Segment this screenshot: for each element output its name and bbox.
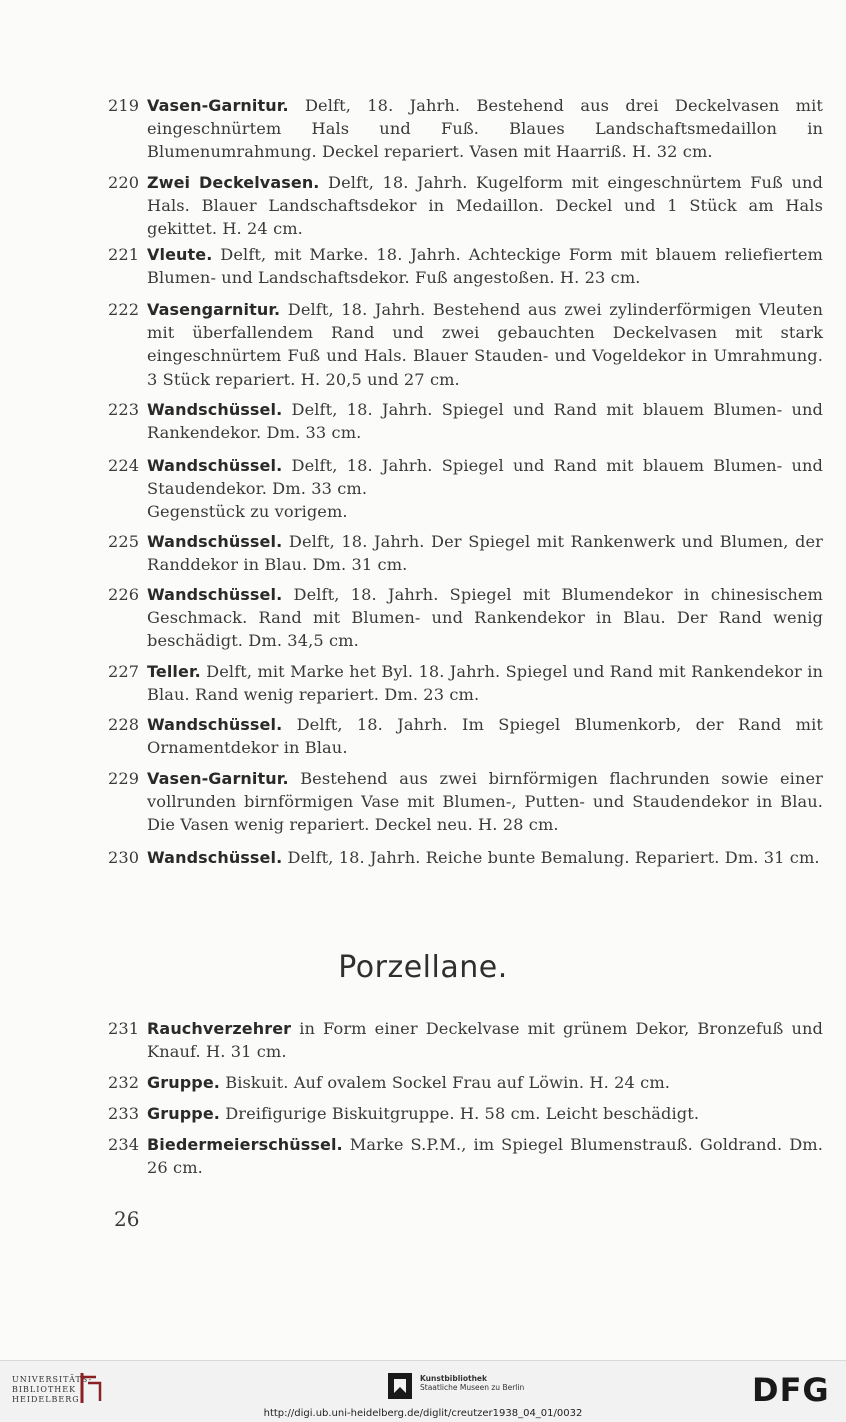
kb-line: Kunstbibliothek [420, 1374, 488, 1383]
kb-line: Staatliche Museen zu Berlin [420, 1383, 525, 1392]
entry-note: Gegenstück zu vorigem. [147, 502, 348, 522]
entry-title: Gruppe. [147, 1104, 220, 1123]
entry-number: 231 [108, 1019, 140, 1038]
page-number: 26 [114, 1207, 140, 1231]
entry-text: Delft, 18. Jahrh. Im Spiegel Blumenkorb, der Rand mit Ornamentdekor in Blau. [147, 715, 823, 758]
entry-title: Biedermeierschüssel. [147, 1135, 343, 1154]
catalog-entry [108, 171, 823, 241]
entry-text: Biskuit. Auf ovalem Sockel Frau auf Löwin. H. 24 cm. [225, 1073, 671, 1092]
catalog-entry [108, 398, 823, 444]
entry-text: Dreifigurige Biskuitgruppe. H. 58 cm. Leicht beschädigt. [225, 1104, 700, 1123]
entry-title: Vasengarnitur. [147, 300, 281, 319]
entry-number: 226 [108, 585, 140, 604]
catalog-entry [108, 454, 823, 524]
uni-line: BIBLIOTHEK [12, 1385, 77, 1394]
uni-line: HEIDELBERG [12, 1395, 80, 1404]
entry-number: 229 [108, 769, 140, 788]
entry-number: 223 [108, 400, 140, 419]
entry-title: Vleute. [147, 245, 213, 264]
catalog-entry [108, 660, 823, 706]
catalog-entry [108, 243, 823, 289]
entry-number: 230 [108, 848, 140, 867]
entry-title: Zwei Deckelvasen. [147, 173, 320, 192]
entry-title: Rauchverzehrer [147, 1019, 292, 1038]
entry-number: 220 [108, 173, 140, 192]
entry-title: Gruppe. [147, 1073, 220, 1092]
entry-number: 233 [108, 1104, 140, 1123]
dfg-logo: DFG [752, 1371, 830, 1409]
entry-text: Delft, 18. Jahrh. Bestehend aus drei Deckelvasen mit eingeschnürtem Hals und Fuß. Blaues Landschaftsmedaillon in Blumenumrahmung. Deckel repariert. Vasen mit Haarriß. H. 32 cm. [147, 96, 823, 162]
entry-number: 232 [108, 1073, 140, 1092]
entry-text: Delft, 18. Jahrh. Spiegel und Rand mit blauem Blumen- und Rankendekor. Dm. 33 cm. [147, 400, 824, 443]
entry-title: Teller. [147, 662, 201, 681]
catalog-entry [108, 713, 823, 759]
entry-number: 224 [108, 456, 140, 475]
entry-title: Wandschüssel. [147, 400, 283, 419]
catalog-entry [108, 583, 823, 653]
entry-text: Delft, mit Marke het Byl. 18. Jahrh. Spiegel und Rand mit Rankendekor in Blau. Rand wenig repariert. Dm. 23 cm. [147, 662, 823, 705]
entry-number: 225 [108, 532, 140, 551]
entry-number: 222 [108, 300, 140, 319]
kunstbibliothek-label [420, 1374, 524, 1392]
entry-text: Delft, 18. Jahrh. Der Spiegel mit Rankenwerk und Blumen, der Randdekor in Blau. Dm. 31 cm. [147, 532, 823, 575]
entry-number: 227 [108, 662, 140, 681]
catalog-entry [108, 94, 823, 164]
catalog-entry [108, 1071, 823, 1094]
entry-title: Wandschüssel. [147, 715, 283, 734]
entry-number: 228 [108, 715, 140, 734]
entry-text: Delft, 18. Jahrh. Bestehend aus zwei zylinderförmigen Vleuten mit überfallendem Rand und zwei gebauchten Deckelvasen mit stark eingeschnürtem Fuß und Hals. Blauer Stauden- und Vogeldekor in Umrahmung. 3 Stück repariert. H. 20,5 und 27 cm. [147, 300, 823, 389]
entry-text: Delft, 18. Jahrh. Kugelform mit eingeschnürtem Fuß und Hals. Blauer Landschaftsdekor in Medaillon. Deckel und 1 Stück am Hals gekittet. H. 24 cm. [147, 173, 823, 239]
catalog-entry [108, 767, 823, 837]
entry-title: Wandschüssel. [147, 456, 283, 475]
section-heading: Porzellane. [338, 950, 508, 985]
entry-text: Delft, mit Marke. 18. Jahrh. Achteckige Form mit blauem reliefiertem Blumen- und Landschaftsdekor. Fuß angestoßen. H. 23 cm. [147, 245, 823, 288]
heidelberg-logo-icon [78, 1371, 104, 1405]
entry-title: Wandschüssel. [147, 585, 283, 604]
catalog-entry [108, 1133, 823, 1179]
entry-number: 219 [108, 96, 140, 115]
entry-text: Delft, 18. Jahrh. Reiche bunte Bemalung. Repariert. Dm. 31 cm. [287, 848, 820, 867]
entry-text: Delft, 18. Jahrh. Spiegel und Rand mit blauem Blumen- und Staudendekor. Dm. 33 cm. [147, 456, 824, 499]
entry-title: Wandschüssel. [147, 532, 283, 551]
entry-title: Vasen-Garnitur. [147, 769, 289, 788]
entry-number: 221 [108, 245, 140, 264]
catalog-entry [108, 298, 823, 391]
uni-line: UNIVERSITÄTS- [12, 1375, 93, 1384]
catalog-entry [108, 530, 823, 576]
kunstbibliothek-logo-icon [386, 1371, 414, 1401]
entry-text: Marke S.P.M., im Spiegel Blumenstrauß. Goldrand. Dm. 26 cm. [147, 1135, 823, 1178]
entry-number: 234 [108, 1135, 140, 1154]
entry-text: in Form einer Deckelvase mit grünem Dekor, Bronzefuß und Knauf. H. 31 cm. [147, 1019, 823, 1062]
catalog-entry [108, 846, 823, 869]
source-url[interactable]: http://digi.ub.uni-heidelberg.de/diglit/creutzer1938_04_01/0032 [263, 1408, 583, 1419]
digitization-footer [0, 1360, 846, 1422]
entry-title: Vasen-Garnitur. [147, 96, 289, 115]
entry-title: Wandschüssel. [147, 848, 283, 867]
catalog-entry [108, 1102, 823, 1125]
entry-text: Delft, 18. Jahrh. Spiegel mit Blumendekor in chinesischem Geschmack. Rand mit Blumen- und Rankendekor in Blau. Der Rand wenig beschädigt. Dm. 34,5 cm. [147, 585, 824, 651]
entry-text: Bestehend aus zwei birnförmigen flachrunden sowie einer vollrunden birnförmigen Vase mit Blumen-, Putten- und Staudendekor in Blau. Die Vasen wenig repariert. Deckel neu. H. 28 cm. [147, 769, 824, 835]
catalog-entry [108, 1017, 823, 1063]
